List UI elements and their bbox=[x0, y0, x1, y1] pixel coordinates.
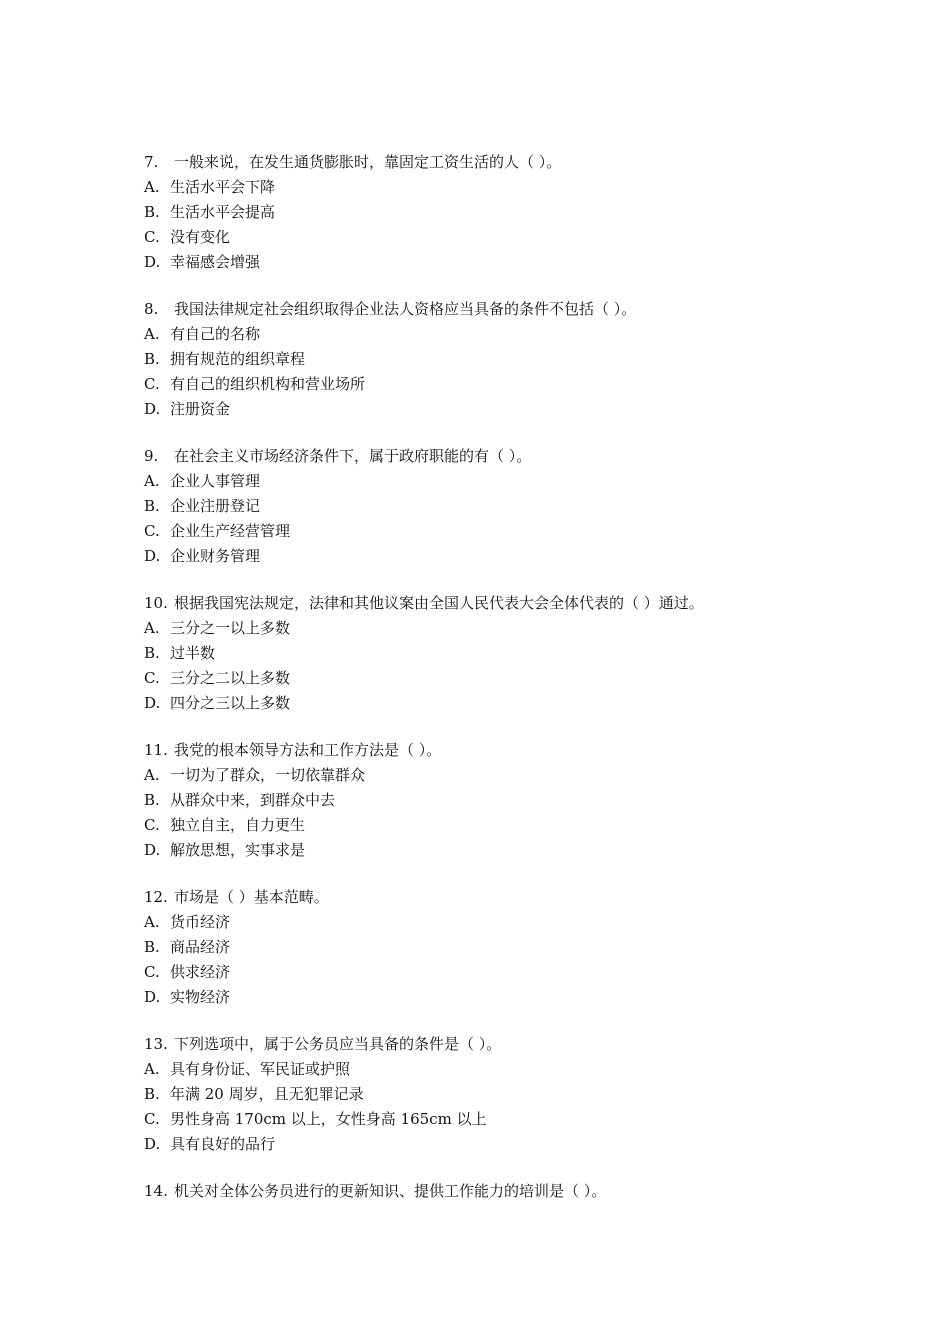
option-text: 从群众中来，到群众中去 bbox=[170, 791, 336, 809]
question-text: 机关对全体公务员进行的更新知识、提供工作能力的培训是（ ）。 bbox=[174, 1182, 607, 1200]
answer-option bbox=[144, 372, 864, 397]
option-text: 生活水平会提高 bbox=[170, 203, 276, 221]
option-label: D. bbox=[144, 400, 161, 418]
option-label: C. bbox=[144, 963, 160, 981]
option-label: B. bbox=[144, 1085, 160, 1103]
question-text: 我国法律规定社会组织取得企业法人资格应当具备的条件不包括（ ）。 bbox=[174, 300, 637, 318]
answer-option bbox=[144, 322, 864, 347]
question-text: 市场是（ ）基本范畴。 bbox=[174, 888, 329, 906]
answer-option bbox=[144, 838, 864, 863]
question-list bbox=[144, 150, 864, 1226]
option-label: D. bbox=[144, 694, 161, 712]
answer-option bbox=[144, 641, 864, 666]
answer-option bbox=[144, 544, 864, 569]
question-stem bbox=[144, 297, 864, 322]
answer-option bbox=[144, 910, 864, 935]
option-label: B. bbox=[144, 938, 160, 956]
option-text: 独立自主，自力更生 bbox=[170, 816, 306, 834]
option-text: 商品经济 bbox=[170, 938, 231, 956]
question-block bbox=[144, 885, 864, 1010]
question-block bbox=[144, 738, 864, 863]
question-text: 根据我国宪法规定，法律和其他议案由全国人民代表大会全体代表的（ ）通过。 bbox=[174, 594, 704, 612]
question-number: 14. bbox=[144, 1182, 168, 1200]
question-number: 9. bbox=[144, 447, 159, 465]
option-label: D. bbox=[144, 253, 161, 271]
option-text: 四分之三以上多数 bbox=[170, 694, 291, 712]
option-text: 实物经济 bbox=[170, 988, 231, 1006]
option-text: 拥有规范的组织章程 bbox=[170, 350, 306, 368]
question-stem bbox=[144, 1032, 864, 1057]
option-text: 企业生产经营管理 bbox=[170, 522, 291, 540]
option-label: D. bbox=[144, 547, 161, 565]
question-text: 一般来说，在发生通货膨胀时，靠固定工资生活的人（ ）。 bbox=[174, 153, 562, 171]
answer-option bbox=[144, 494, 864, 519]
answer-option bbox=[144, 250, 864, 275]
question-block bbox=[144, 1179, 864, 1204]
option-label: C. bbox=[144, 228, 160, 246]
question-stem bbox=[144, 738, 864, 763]
option-label: A. bbox=[144, 619, 160, 637]
question-number: 11. bbox=[144, 741, 168, 759]
option-text: 三分之二以上多数 bbox=[170, 669, 291, 687]
answer-option bbox=[144, 175, 864, 200]
option-label: C. bbox=[144, 522, 160, 540]
question-stem bbox=[144, 150, 864, 175]
answer-option bbox=[144, 347, 864, 372]
question-stem bbox=[144, 885, 864, 910]
answer-option bbox=[144, 691, 864, 716]
option-text: 三分之一以上多数 bbox=[170, 619, 291, 637]
answer-option bbox=[144, 1082, 864, 1107]
question-block bbox=[144, 297, 864, 422]
answer-option bbox=[144, 200, 864, 225]
option-text: 年满 20 周岁，且无犯罪记录 bbox=[170, 1085, 364, 1103]
option-label: A. bbox=[144, 1060, 160, 1078]
answer-option bbox=[144, 960, 864, 985]
answer-option bbox=[144, 935, 864, 960]
answer-option bbox=[144, 1132, 864, 1157]
option-text: 具有良好的品行 bbox=[170, 1135, 276, 1153]
option-label: B. bbox=[144, 497, 160, 515]
option-text: 幸福感会增强 bbox=[170, 253, 261, 271]
option-text: 男性身高 170cm 以上，女性身高 165cm 以上 bbox=[170, 1110, 487, 1128]
question-text: 下列选项中，属于公务员应当具备的条件是（ ）。 bbox=[174, 1035, 502, 1053]
question-text: 我党的根本领导方法和工作方法是（ ）。 bbox=[174, 741, 442, 759]
option-text: 供求经济 bbox=[170, 963, 231, 981]
question-number: 7. bbox=[144, 153, 159, 171]
question-block bbox=[144, 591, 864, 716]
question-number: 8. bbox=[144, 300, 159, 318]
option-text: 企业财务管理 bbox=[170, 547, 261, 565]
answer-option bbox=[144, 763, 864, 788]
question-block bbox=[144, 1032, 864, 1157]
option-label: A. bbox=[144, 325, 160, 343]
option-label: B. bbox=[144, 350, 160, 368]
question-stem bbox=[144, 444, 864, 469]
option-text: 货币经济 bbox=[170, 913, 231, 931]
option-text: 企业注册登记 bbox=[170, 497, 261, 515]
option-label: A. bbox=[144, 766, 160, 784]
answer-option bbox=[144, 813, 864, 838]
question-stem bbox=[144, 1179, 864, 1204]
answer-option bbox=[144, 1057, 864, 1082]
question-number: 10. bbox=[144, 594, 168, 612]
answer-option bbox=[144, 1107, 864, 1132]
option-text: 具有身份证、军民证或护照 bbox=[170, 1060, 351, 1078]
question-block bbox=[144, 150, 864, 275]
option-label: A. bbox=[144, 913, 160, 931]
answer-option bbox=[144, 397, 864, 422]
answer-option bbox=[144, 469, 864, 494]
question-number: 13. bbox=[144, 1035, 168, 1053]
option-text: 过半数 bbox=[170, 644, 216, 662]
answer-option bbox=[144, 225, 864, 250]
answer-option bbox=[144, 788, 864, 813]
answer-option bbox=[144, 616, 864, 641]
option-label: A. bbox=[144, 178, 160, 196]
option-label: C. bbox=[144, 1110, 160, 1128]
option-text: 注册资金 bbox=[170, 400, 231, 418]
question-text: 在社会主义市场经济条件下，属于政府职能的有（ ）。 bbox=[174, 447, 532, 465]
answer-option bbox=[144, 519, 864, 544]
option-label: B. bbox=[144, 203, 160, 221]
option-label: D. bbox=[144, 988, 161, 1006]
option-text: 企业人事管理 bbox=[170, 472, 261, 490]
option-label: B. bbox=[144, 644, 160, 662]
answer-option bbox=[144, 666, 864, 691]
option-text: 解放思想，实事求是 bbox=[170, 841, 306, 859]
option-text: 一切为了群众，一切依靠群众 bbox=[170, 766, 366, 784]
answer-option bbox=[144, 985, 864, 1010]
option-label: D. bbox=[144, 1135, 161, 1153]
option-label: B. bbox=[144, 791, 160, 809]
option-label: C. bbox=[144, 816, 160, 834]
question-block bbox=[144, 444, 864, 569]
option-text: 有自己的名称 bbox=[170, 325, 261, 343]
option-text: 有自己的组织机构和营业场所 bbox=[170, 375, 366, 393]
option-text: 生活水平会下降 bbox=[170, 178, 276, 196]
option-text: 没有变化 bbox=[170, 228, 231, 246]
option-label: C. bbox=[144, 375, 160, 393]
option-label: D. bbox=[144, 841, 161, 859]
option-label: A. bbox=[144, 472, 160, 490]
question-stem bbox=[144, 591, 864, 616]
question-number: 12. bbox=[144, 888, 168, 906]
option-label: C. bbox=[144, 669, 160, 687]
